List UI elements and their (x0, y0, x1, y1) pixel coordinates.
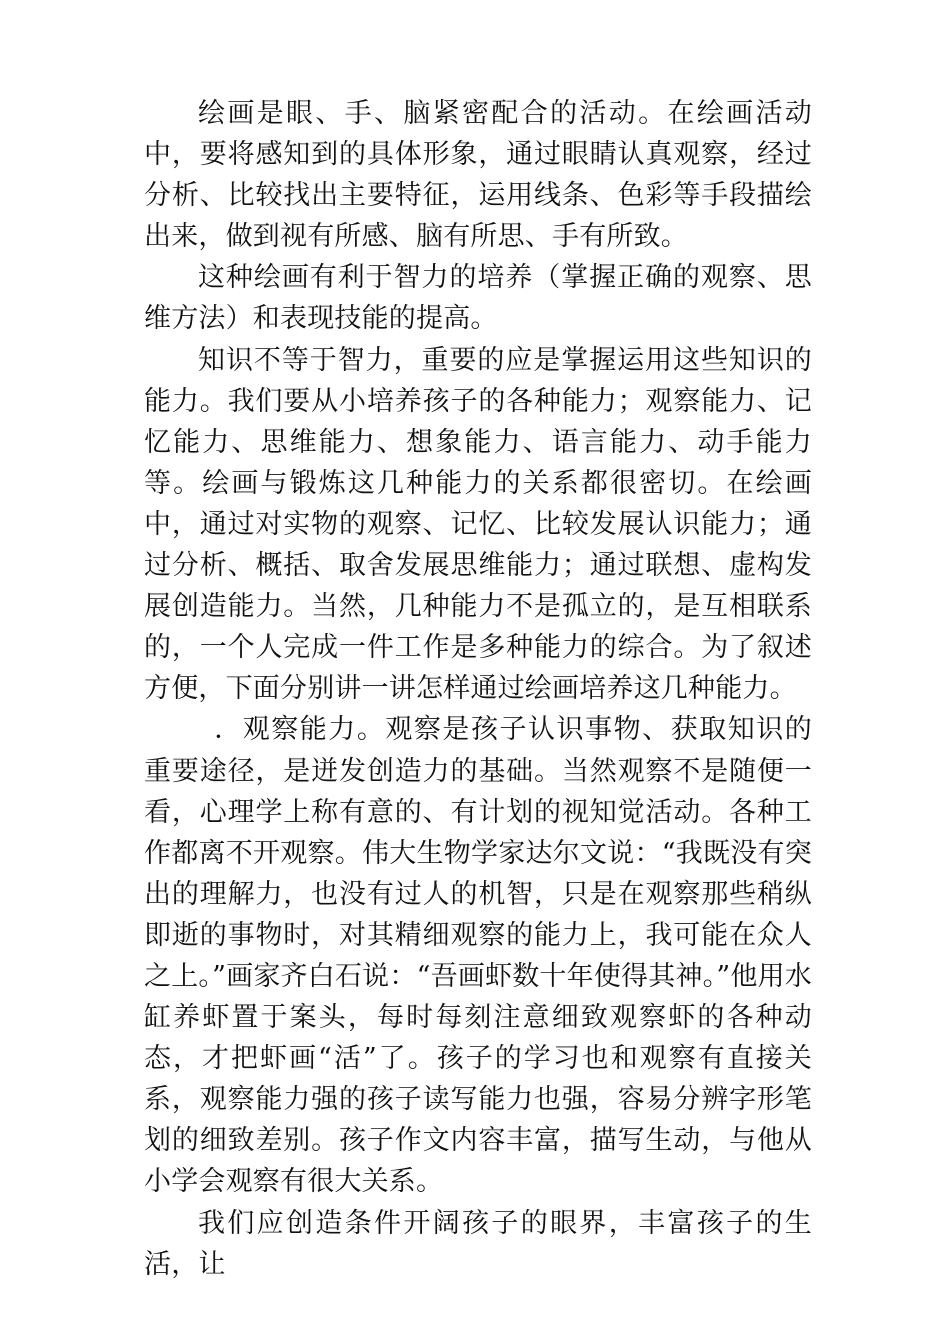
paragraph-1: 绘画是眼、手、脑紧密配合的活动。在绘画活动中，要将感知到的具体形象，通过眼睛认真观察，经过分析、比较找出主要特征，运用线条、色彩等手段描绘出来，做到视有所感、脑有所思、手有所致。 (144, 98, 812, 253)
paragraph-3: 知识不等于智力，重要的应是掌握运用这些知识的能力。我们要从小培养孩子的各种能力；观察能力、记忆能力、思维能力、想象能力、语言能力、动手能力等。绘画与锻炼这几种能力的关系都很密切。在绘画中，通过对实物的观察、记忆、比较发展认识能力；通过分析、概括、取舍发展思维能力；通过联想、虚构发展创造能力。当然，几种能力不是孤立的，是互相联系的，一个人完成一件工作是多种能力的综合。为了叙述方便，下面分别讲一讲怎样通过绘画培养这几种能力。 (144, 344, 812, 705)
paragraph-5: 我们应创造条件开阔孩子的眼界，丰富孩子的生活，让 (144, 1207, 812, 1280)
paragraph-2: 这种绘画有利于智力的培养（掌握正确的观察、思维方法）和表现技能的提高。 (144, 262, 812, 335)
body-text (144, 93, 812, 1285)
paragraph-4: ．观察能力。观察是孩子认识事物、获取知识的重要途径，是迸发创造力的基础。当然观察不是随便一看，心理学上称有意的、有计划的视知觉活动。各种工作都离不开观察。伟大生物学家达尔文说：“我既没有突出的理解力，也没有过人的机智，只是在观察那些稍纵即逝的事物时，对其精细观察的能力上，我可能在众人之上。”画家齐白石说：“吾画虾数十年使得其神。”他用水缸养虾置于案头，每时每刻注意细致观察虾的各种动态，才把虾画“活”了。孩子的学习也和观察有直接关系，观察能力强的孩子读写能力也强，容易分辨字形笔划的细致差别。孩子作文内容丰富，描写生动，与他从小学会观察有很大关系。 (144, 714, 812, 1198)
